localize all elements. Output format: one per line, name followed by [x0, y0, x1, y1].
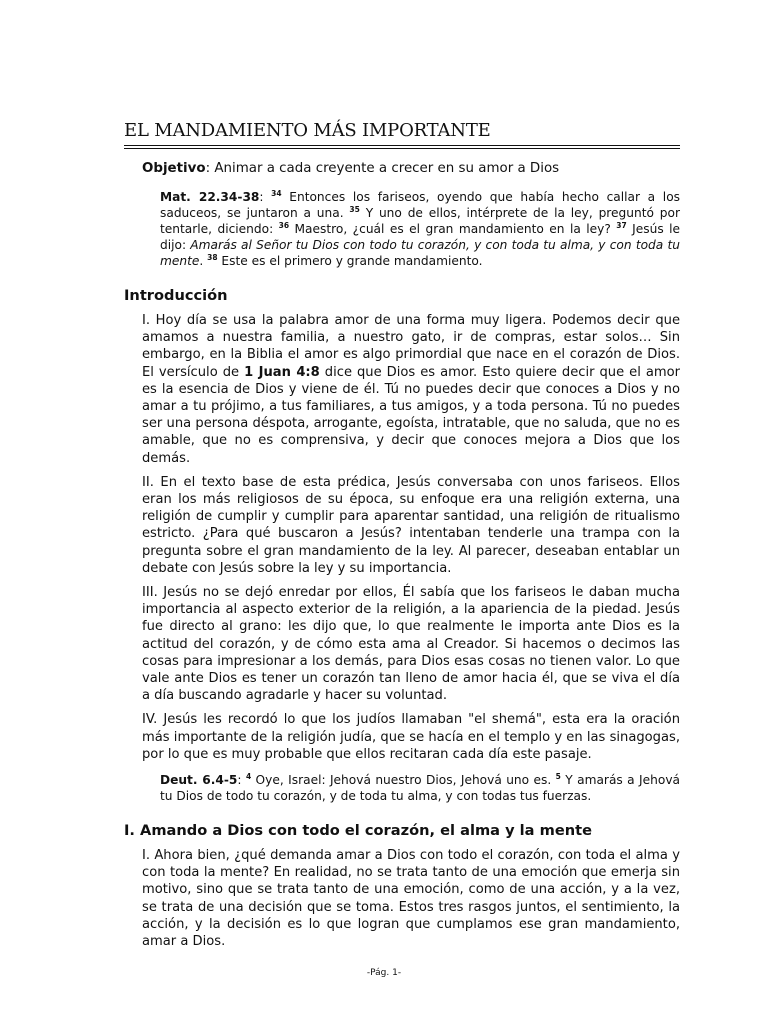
- objective-text: : Animar a cada creyente a crecer en su amor a Dios: [205, 161, 560, 176]
- verse-number: 34: [271, 189, 282, 198]
- objective: [142, 160, 680, 177]
- paragraph-text: I. Hoy día se usa la palabra amor de una forma muy ligera. Podemos decir que amamos a nuestra familia, a nuestro gato, ir de compras, estar solos… Sin embargo, en la Biblia el amor es algo primordial que nace en el corazón de Dios. El versículo de: [142, 313, 680, 380]
- section-heading-1: I. Amando a Dios con todo el corazón, el alma y la mente: [124, 822, 592, 840]
- verse-number: 4: [245, 772, 252, 782]
- verse-text: Y uno de ellos, intérprete de la ley, preguntó por tentarle, diciendo:: [160, 206, 680, 236]
- page-number: -Pág. 1-: [366, 968, 402, 978]
- document-page: [124, 120, 680, 950]
- verse-text: .: [199, 254, 208, 268]
- scripture-reference: 1 Juan 4:8: [244, 364, 320, 380]
- verse-number: 36: [278, 221, 290, 230]
- quote-colon: :: [259, 190, 272, 204]
- scripture-reference: Deut. 6.4-5: [160, 773, 238, 788]
- verse-number: 35: [349, 205, 360, 214]
- paragraph-intro-1: [142, 312, 680, 467]
- verse-text: Este es el primero y grande mandamiento.: [217, 254, 483, 268]
- verse-text: Oye, Israel: Jehová nuestro Dios, Jehová uno es.: [251, 773, 556, 788]
- verse-text: Jesús le dijo:: [160, 222, 680, 252]
- scripture-quote-matthew: [160, 189, 680, 269]
- paragraph-text: dice que Dios es amor. Esto quiere decir que el amor es la esencia de Dios y viene de él. Tú no puedes decir que conoces a Dios y no amar a tu prójimo, a tus familiares, a tus amigos, y a toda persona. Tú no puedes ser una persona déspota, arrogante, egoísta, intratable, que no saluda, que no es amable, que no es comprensiva, y decir que conoces mejora a Dios que los demás.: [142, 364, 681, 466]
- verse-number: 5: [555, 772, 561, 782]
- scripture-reference: Mat. 22.34-38: [160, 190, 260, 204]
- quote-colon: :: [237, 773, 246, 788]
- objective-label: Objetivo: [142, 161, 206, 176]
- verse-text-italic: Amarás al Señor tu Dios con todo tu corazón, y con toda tu alma, y con toda tu mente: [160, 238, 680, 268]
- verse-number: 37: [616, 221, 627, 230]
- paragraph-intro-4: IV. Jesús les recordó lo que los judíos llamaban "el shemá", esta era la oración más importante de la religión judía, que se hacía en el templo y en las sinagogas, por lo que es muy probable que ellos recitaran cada día este pasaje.: [142, 712, 680, 762]
- verse-text: Entonces los fariseos, oyendo que había hecho callar a los saduceos, se juntaron a una.: [160, 190, 680, 220]
- paragraph-section1-1: I. Ahora bien, ¿qué demanda amar a Dios con todo el corazón, con toda el alma y con toda la mente? En realidad, no se trata tanto de una emoción que emerja sin motivo, sino que se trata tanto de una emoción, como de una acción, y a la vez, se trata de una decisión que se toma. Estos tres rasgos juntos, el sentimiento, la acción, y la decisión es lo que logran que cumplamos ese gran mandamiento, amar a Dios.: [142, 848, 680, 950]
- page-title: EL MANDAMIENTO MÁS IMPORTANTE: [124, 120, 680, 146]
- verse-number: 38: [207, 253, 218, 262]
- scripture-quote-deuteronomy: [160, 772, 680, 804]
- verse-text: Y amarás a Jehová tu Dios de todo tu corazón, y de toda tu alma, y con todas tus fuerzas.: [160, 773, 680, 804]
- paragraph-intro-3: III. Jesús no se dejó enredar por ellos, Él sabía que los fariseos le daban mucha importancia al aspecto exterior de la religión, a la apariencia de la piedad. Jesús fue directo al grano: les dijo que, lo que realmente le importa ante Dios es la actitud del corazón, y de cómo esta ama al Creador. Si hacemos o decimos las cosas para impresionar a los demás, para Dios esas cosas no tienen valor. Lo que vale ante Dios es tener un corazón tan lleno de amor hacia él, que se viva el día a día buscando agradarle y hacer su voluntad.: [142, 585, 680, 704]
- paragraph-intro-2: II. En el texto base de esta prédica, Jesús conversaba con unos fariseos. Ellos eran los más religiosos de su época, su enfoque era una religión externa, una religión de cumplir y cumplir para aparentar santidad, una religión de ritualismo estricto. ¿Para qué buscaron a Jesús? intentaban tenderle una trampa con la pregunta sobre el gran mandamiento de la ley. Al parecer, deseaban entablar un debate con Jesús sobre la ley y su importancia.: [142, 474, 680, 576]
- section-heading-introduction: Introducción: [124, 287, 228, 304]
- verse-text: Maestro, ¿cuál es el gran mandamiento en la ley?: [289, 222, 617, 236]
